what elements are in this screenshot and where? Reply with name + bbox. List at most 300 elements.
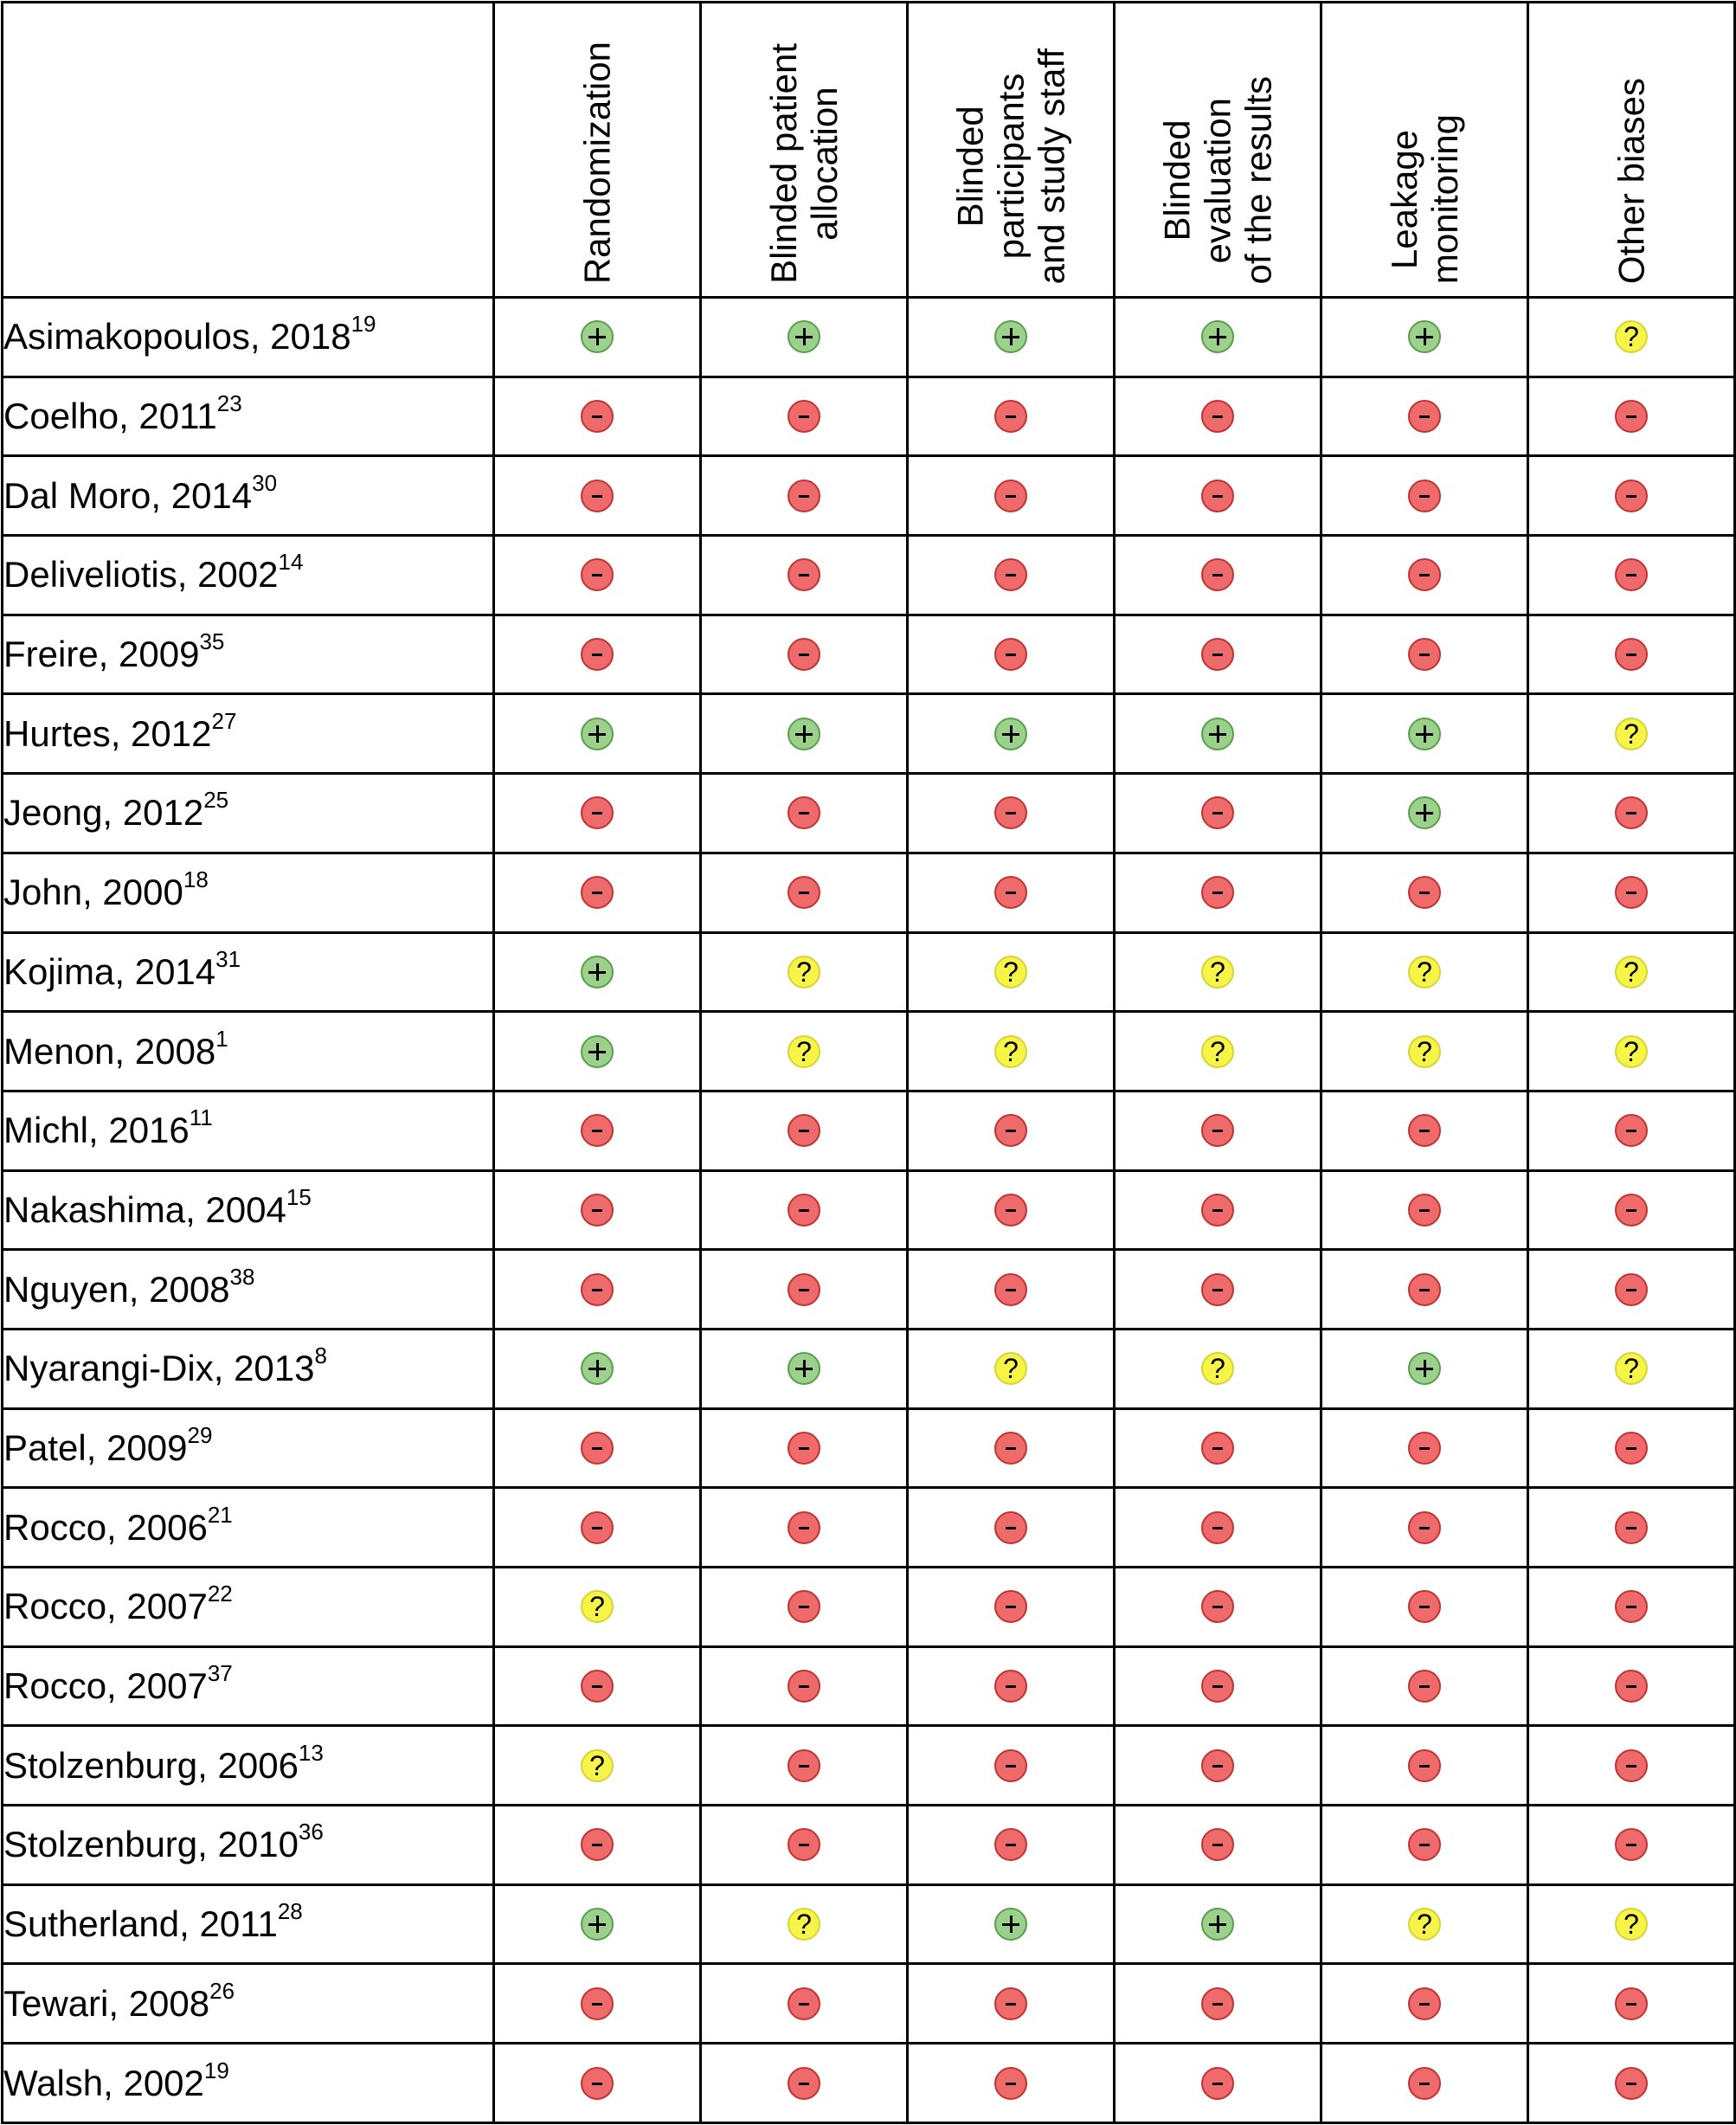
table-row [3,1408,1735,1488]
minus-icon [1615,1828,1648,1861]
minus-icon [1408,1828,1441,1861]
study-cell [3,1012,494,1091]
minus-icon [1201,876,1234,909]
minus-icon [994,876,1027,909]
plus-icon [581,1908,614,1941]
rating-cell [1115,1884,1321,1964]
study-reference: 31 [215,945,241,972]
rating-cell [908,774,1115,853]
plus-icon [994,320,1027,353]
minus-icon [1408,876,1441,909]
rating-cell [908,1568,1115,1647]
study-cell [3,932,494,1012]
minus-icon [1201,1987,1234,2020]
minus-icon [788,480,820,512]
rating-cell [1528,298,1735,377]
rating-cell [1321,1170,1528,1250]
minus-icon [1201,558,1234,591]
rating-cell [1115,774,1321,853]
study-reference: 21 [207,1501,233,1528]
minus-icon [581,1987,614,2020]
minus-icon [1408,1590,1441,1623]
minus-icon [1615,1749,1648,1782]
minus-icon [1615,1987,1648,2020]
minus-icon [994,1749,1027,1782]
question-icon [788,1908,820,1941]
rating-cell [494,2044,701,2123]
study-name: Deliveliotis, 2002 [3,554,279,596]
rating-cell [701,1091,908,1170]
minus-icon [1615,796,1648,829]
minus-icon [788,1828,820,1861]
table-row [3,853,1735,932]
rating-cell [494,1568,701,1647]
minus-icon [581,1194,614,1227]
study-cell [3,1408,494,1488]
rating-cell [908,1091,1115,1170]
rating-cell [701,456,908,536]
minus-icon [1615,1114,1648,1147]
question-icon [1615,1908,1648,1941]
rating-cell [908,853,1115,932]
table-row [3,615,1735,694]
minus-icon [1408,1432,1441,1465]
minus-icon [1201,1749,1234,1782]
question-icon [581,1749,614,1782]
plus-icon [1408,320,1441,353]
rating-cell [908,1329,1115,1408]
minus-icon [581,480,614,512]
table-row [3,1170,1735,1250]
minus-icon [994,480,1027,512]
rating-cell [494,1091,701,1170]
plus-icon [1201,1908,1234,1941]
question-icon [1201,1352,1234,1385]
study-name: Tewari, 2008 [3,1982,210,2024]
rating-cell [908,1170,1115,1250]
minus-icon [1408,1670,1441,1703]
rating-cell [1528,1646,1735,1726]
minus-icon [581,400,614,433]
minus-icon [1408,1114,1441,1147]
plus-icon [788,320,820,353]
minus-icon [994,2067,1027,2100]
study-name: Rocco, 2007 [3,1665,208,1707]
rating-cell [1528,377,1735,456]
rating-cell [701,1408,908,1488]
rating-cell [494,694,701,774]
minus-icon [1408,638,1441,671]
minus-icon [1201,796,1234,829]
plus-icon [1408,1352,1441,1385]
minus-icon [788,1432,820,1465]
minus-icon [788,1590,820,1623]
study-name: Dal Moro, 2014 [3,474,253,516]
minus-icon [1408,1749,1441,1782]
rating-cell [1115,1012,1321,1091]
study-name: Patel, 2009 [3,1426,188,1468]
minus-icon [994,558,1027,591]
study-cell [3,1964,494,2044]
risk-of-bias-table [1,1,1736,2124]
rating-cell [701,1646,908,1726]
minus-icon [994,1511,1027,1544]
rating-cell [1528,694,1735,774]
rating-cell [1528,853,1735,932]
study-reference: 38 [229,1263,255,1290]
rating-cell [908,932,1115,1012]
rating-cell [908,536,1115,615]
rating-cell [1321,1091,1528,1170]
rating-cell [701,1250,908,1330]
rating-cell [701,774,908,853]
rating-cell [908,1646,1115,1726]
plus-icon [788,1352,820,1385]
rating-cell [908,1964,1115,2044]
study-reference: 18 [183,866,209,893]
study-reference: 11 [189,1104,213,1131]
minus-icon [1615,400,1648,433]
rating-cell [1115,2044,1321,2123]
plus-icon [581,956,614,988]
plus-icon [581,1035,614,1068]
minus-icon [581,876,614,909]
minus-icon [1201,1590,1234,1623]
plus-icon [994,718,1027,750]
question-icon [1615,320,1648,353]
question-icon [581,1590,614,1623]
minus-icon [581,1273,614,1306]
study-name: Stolzenburg, 2006 [3,1744,299,1786]
study-name: Michl, 2016 [3,1110,190,1151]
rating-cell [701,932,908,1012]
study-name: Rocco, 2007 [3,1586,208,1627]
study-reference: 29 [187,1421,213,1448]
minus-icon [1615,876,1648,909]
study-name: Sutherland, 2011 [3,1903,278,1945]
study-cell [3,774,494,853]
rating-cell [494,298,701,377]
rating-cell [1115,1806,1321,1885]
rating-cell [1321,1726,1528,1806]
plus-icon [1201,320,1234,353]
question-icon [1408,1908,1441,1941]
rating-cell [701,1964,908,2044]
minus-icon [1408,2067,1441,2100]
minus-icon [1201,1511,1234,1544]
minus-icon [788,2067,820,2100]
minus-icon [1615,2067,1648,2100]
rating-cell [908,1726,1115,1806]
minus-icon [1615,480,1648,512]
rating-cell [494,377,701,456]
question-icon [1408,1035,1441,1068]
study-cell [3,1091,494,1170]
rating-cell [1321,536,1528,615]
rating-cell [1528,456,1735,536]
table-row [3,1488,1735,1568]
study-reference: 30 [252,469,278,496]
rating-cell [1115,1091,1321,1170]
rating-cell [1528,1488,1735,1568]
minus-icon [1615,1670,1648,1703]
minus-icon [1201,1432,1234,1465]
rating-cell [1115,853,1321,932]
table-row [3,1806,1735,1885]
rating-cell [1321,853,1528,932]
minus-icon [1201,638,1234,671]
minus-icon [1201,1194,1234,1227]
domain-header-blinded-patient-allocation: Blinded patient allocation [701,3,908,298]
rating-cell [494,1488,701,1568]
minus-icon [581,558,614,591]
minus-icon [581,2067,614,2100]
study-reference: 22 [207,1581,233,1607]
rating-cell [701,536,908,615]
minus-icon [1201,1114,1234,1147]
rating-cell [1528,1964,1735,2044]
question-icon [994,1035,1027,1068]
minus-icon [581,1432,614,1465]
study-reference: 8 [314,1343,327,1369]
minus-icon [994,400,1027,433]
rating-cell [494,536,701,615]
table-row [3,1012,1735,1091]
rating-cell [1321,1329,1528,1408]
rating-cell [1115,1250,1321,1330]
study-cell [3,377,494,456]
rating-cell [1115,1488,1321,1568]
rating-cell [494,1726,701,1806]
domain-header-leakage-monitoring: Leakage monitoring [1321,3,1528,298]
rating-cell [1528,932,1735,1012]
minus-icon [581,1114,614,1147]
minus-icon [1201,480,1234,512]
table-row [3,1726,1735,1806]
header-corner-cell [3,3,494,298]
question-icon [788,1035,820,1068]
table-row [3,1250,1735,1330]
minus-icon [1408,1273,1441,1306]
rating-cell [1528,1091,1735,1170]
study-cell [3,1329,494,1408]
table-row [3,536,1735,615]
plus-icon [788,718,820,750]
question-icon [1615,718,1648,750]
question-icon [1201,1035,1234,1068]
minus-icon [1408,400,1441,433]
rating-cell [1321,1250,1528,1330]
minus-icon [788,1511,820,1544]
rating-cell [1115,1646,1321,1726]
minus-icon [994,796,1027,829]
rating-cell [1321,694,1528,774]
study-reference: 28 [277,1898,303,1925]
study-cell [3,2044,494,2123]
rating-cell [1321,1806,1528,1885]
minus-icon [1408,1194,1441,1227]
table-row [3,1091,1735,1170]
rating-cell [1528,1012,1735,1091]
domain-header-randomization: Randomization [494,3,701,298]
table-row [3,1884,1735,1964]
study-cell [3,1488,494,1568]
study-name: Rocco, 2006 [3,1506,208,1548]
rating-cell [494,1250,701,1330]
minus-icon [994,1194,1027,1227]
rating-cell [701,1806,908,1885]
table-row [3,694,1735,774]
minus-icon [788,1273,820,1306]
study-cell [3,1806,494,1885]
minus-icon [1408,558,1441,591]
minus-icon [994,1828,1027,1861]
rating-cell [701,2044,908,2123]
header-row [3,3,1735,298]
minus-icon [994,638,1027,671]
rating-cell [701,1488,908,1568]
rating-cell [1528,1329,1735,1408]
rating-cell [701,1884,908,1964]
rating-cell [908,694,1115,774]
minus-icon [788,876,820,909]
study-name: John, 2000 [3,872,183,913]
study-cell [3,615,494,694]
plus-icon [994,1908,1027,1941]
rating-cell [908,1488,1115,1568]
rating-cell [1321,1884,1528,1964]
rating-cell [1115,298,1321,377]
study-reference: 37 [207,1660,233,1687]
study-name: Hurtes, 2012 [3,712,212,754]
minus-icon [788,1749,820,1782]
plus-icon [581,718,614,750]
rating-cell [494,853,701,932]
question-icon [1615,956,1648,988]
rating-cell [1115,1170,1321,1250]
table-row [3,1646,1735,1726]
minus-icon [1615,1511,1648,1544]
study-name: Walsh, 2002 [3,2062,204,2103]
rating-cell [1528,1568,1735,1647]
minus-icon [1201,2067,1234,2100]
study-name: Freire, 2009 [3,634,200,675]
study-cell [3,1170,494,1250]
study-reference: 35 [199,628,225,655]
minus-icon [788,1987,820,2020]
minus-icon [788,1194,820,1227]
question-icon [1408,956,1441,988]
study-cell [3,1568,494,1647]
study-name: Nyarangi-Dix, 2013 [3,1348,315,1389]
rating-cell [494,615,701,694]
study-reference: 15 [286,1183,312,1210]
rating-cell [908,1012,1115,1091]
minus-icon [1615,638,1648,671]
rating-cell [701,694,908,774]
minus-icon [994,1590,1027,1623]
rating-cell [1115,1329,1321,1408]
rating-cell [908,298,1115,377]
rating-cell [1321,1568,1528,1647]
rating-cell [1115,932,1321,1012]
rating-cell [494,456,701,536]
rating-cell [908,1408,1115,1488]
rating-cell [494,1408,701,1488]
rating-cell [1528,536,1735,615]
study-cell [3,456,494,536]
rating-cell [1115,1408,1321,1488]
plus-icon [581,1352,614,1385]
rating-cell [1115,694,1321,774]
question-icon [788,956,820,988]
minus-icon [994,1273,1027,1306]
minus-icon [788,1114,820,1147]
rating-cell [1321,1408,1528,1488]
table-row [3,1964,1735,2044]
rating-cell [908,2044,1115,2123]
rating-cell [1321,932,1528,1012]
rating-cell [701,298,908,377]
rating-cell [701,615,908,694]
study-reference: 14 [278,549,304,576]
minus-icon [994,1987,1027,2020]
rating-cell [1321,1964,1528,2044]
minus-icon [581,1828,614,1861]
rating-cell [1528,1250,1735,1330]
rating-cell [1321,2044,1528,2123]
question-icon [1201,956,1234,988]
rating-cell [1115,536,1321,615]
study-reference: 26 [209,1977,235,2004]
plus-icon [1408,796,1441,829]
rating-cell [1528,1170,1735,1250]
minus-icon [581,1670,614,1703]
minus-icon [994,1432,1027,1465]
table-row [3,456,1735,536]
rating-cell [1115,1568,1321,1647]
minus-icon [1615,1432,1648,1465]
study-name: Jeong, 2012 [3,792,204,834]
rating-cell [494,932,701,1012]
study-reference: 27 [211,707,237,734]
study-reference: 23 [216,390,242,417]
minus-icon [1408,1987,1441,2020]
table-row [3,377,1735,456]
study-cell [3,1250,494,1330]
rating-cell [1528,615,1735,694]
domain-header-blinded-evaluation: Blinded evaluation of the results [1115,3,1321,298]
rating-cell [908,456,1115,536]
minus-icon [1408,1511,1441,1544]
study-name: Stolzenburg, 2010 [3,1824,299,1865]
study-name: Nguyen, 2008 [3,1268,230,1310]
domain-header-blinded-participants-staff: Blinded participants and study staff [908,3,1115,298]
table-row [3,1329,1735,1408]
rating-cell [1528,1726,1735,1806]
question-icon [1615,1035,1648,1068]
domain-header-other-biases: Other biases [1528,3,1735,298]
rating-cell [1321,774,1528,853]
minus-icon [994,1670,1027,1703]
study-cell [3,853,494,932]
rating-cell [1115,456,1321,536]
question-icon [994,1352,1027,1385]
minus-icon [1201,1828,1234,1861]
minus-icon [1201,1273,1234,1306]
table-row [3,932,1735,1012]
rating-cell [908,1250,1115,1330]
